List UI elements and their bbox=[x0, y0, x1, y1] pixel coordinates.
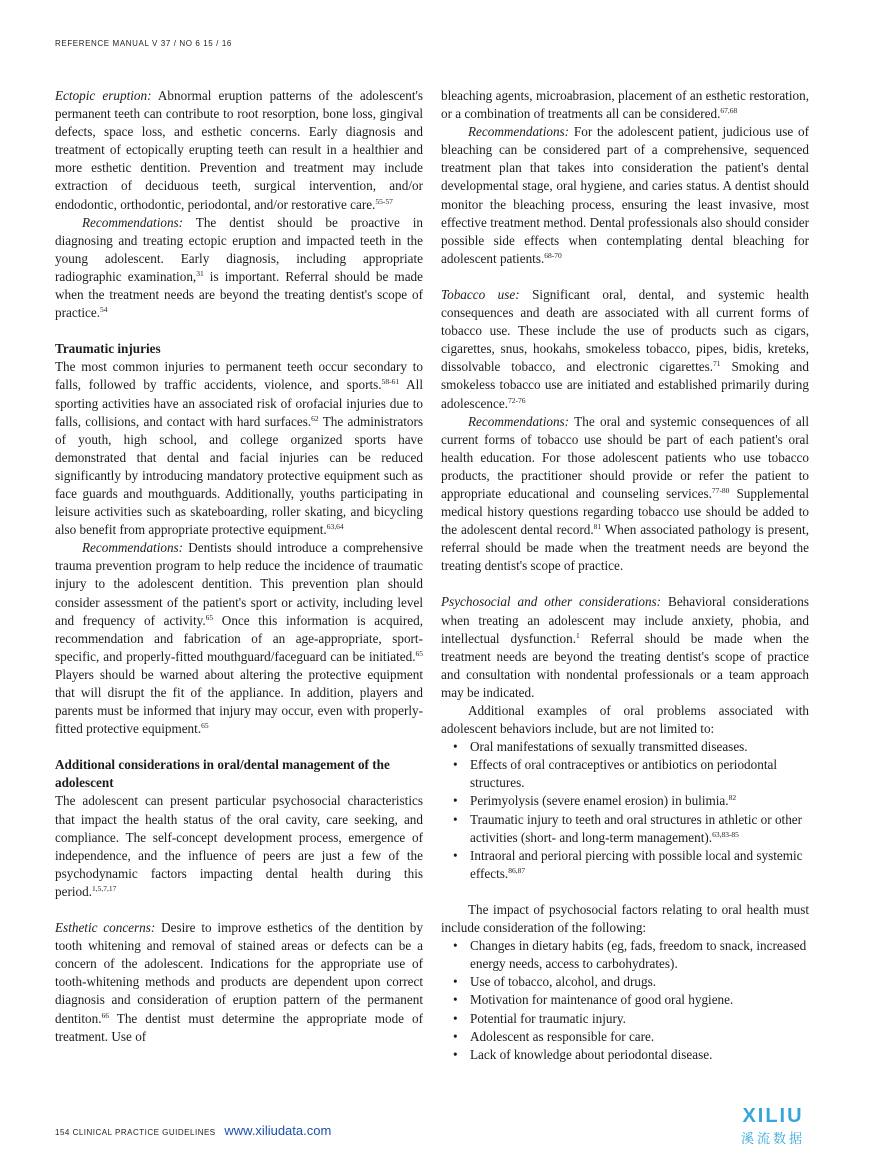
psychosocial-paragraph: Psychosocial and other considerations: Behavioral considerations when treating an adolescent may include anxiety, phobia, and intellectual dysfunction.$^1$ Referral should be made when the treatment needs are beyond the treating dentist's scope of practice and consultation with nondental professionals or a team approach may be indicated. bbox=[441, 594, 809, 700]
list-item: • Oral manifestations of sexually transmitted diseases. bbox=[441, 738, 809, 756]
bullet-icon: • bbox=[453, 757, 458, 773]
bleaching-recommendations: Recommendations: For the adolescent patient, judicious use of bleaching can be considered part of a comprehensive, sequenced treatment plan that takes into consideration the patient's dental developmental stage, oral hygiene, and caries status. A dentist should monitor the bleaching process, ensuring the least invasive, most effective treatment method. Dental professionals also should consider possible side effects when contemplating dental bleaching for adolescent patients.$^{68-70}$ bbox=[441, 124, 809, 266]
logo-text: XILIU bbox=[742, 1105, 804, 1127]
left-column bbox=[55, 87, 423, 1046]
watermark-url[interactable]: www.xiliudata.com bbox=[224, 1123, 332, 1138]
list-item: • Perimyolysis (severe enamel erosion) in bulimia.$^{82}$ bbox=[441, 792, 809, 810]
bullet-icon: • bbox=[453, 1046, 458, 1062]
additional-considerations-heading: Additional considerations in oral/dental management of the adolescent bbox=[55, 757, 390, 791]
tobacco-paragraph: Tobacco use: Significant oral, dental, and systemic health consequences and death are associated with all current forms of tobacco use. These include the use of products such as cigars, cigarettes, snus, hookahs, smokeless tobacco, pipes, bidis, kreteks, dissolvable tobacco, and electronic cigarettes.$^{71}$ Smoking and smokeless tobacco use are initiated and established primarily during adolescence.$^{72-76}$ bbox=[441, 286, 809, 411]
bullet-icon: • bbox=[453, 1010, 458, 1026]
ectopic-paragraph: Ectopic eruption: Abnormal eruption patterns of the adolescent's permanent teeth can contribute to root resorption, bone loss, gingival defects, space loss, and esthetic concerns. Early diagnosis and treatment of ectopically erupting teeth can result in a healthier and more esthetic dentition. Prevention and treatment may include extraction of deciduous teeth, surgical intervention, and/or endodontic, orthodontic, periodontal, and/or restorative care.$^{55-57}$ bbox=[55, 88, 423, 212]
bullet-icon: • bbox=[453, 811, 458, 827]
traumatic-injuries-heading: Traumatic injuries bbox=[55, 341, 161, 357]
xiliu-logo bbox=[733, 1105, 813, 1150]
ectopic-recommendations: Recommendations: The dentist should be proactive in diagnosing and treating ectopic eruption and impacted teeth in the young adolescent. Early diagnosis, including appropriate radiographic examination,$^{31}$ is important. Referral should be made when the treatment needs are beyond the treating dentist's scope of practice.$^{54}$ bbox=[55, 214, 423, 321]
right-column bbox=[441, 87, 809, 1064]
list-item: • Intraoral and perioral piercing with possible local and systemic effects.$^{86,87}$ bbox=[453, 847, 803, 881]
logo-chinese-text: 溪流数据 bbox=[740, 1132, 805, 1147]
list-item: • Potential for traumatic injury. bbox=[441, 1010, 809, 1028]
bullet-icon: • bbox=[453, 938, 458, 954]
bullet-icon: • bbox=[453, 974, 458, 990]
trauma-paragraph: The most common injuries to permanent teeth occur secondary to falls, followed by traffic accidents, violence, and sports.$^{58-61}$ All sporting activities have an associated risk of orofacial injuries due to falls, collisions, and contact with hard surfaces.$^{62}$ The administrators of youth, high school, and college organized sports have demonstrated that dental and facial injuries can be reduced significantly by introducing mandatory protective equipment such as face guards and mouthguards. Additionally, youths participating in leisure activities such as skateboarding, roller skating, and bicycling also benefit from appropriate protective equipment.$^{63,64}$ bbox=[55, 359, 423, 538]
bullet-icon: • bbox=[453, 1028, 458, 1044]
list-item: • Changes in dietary habits (eg, fads, freedom to snack, increased energy needs, access to carbohydrates). bbox=[453, 938, 807, 972]
footer-label: 154 CLINICAL PRACTICE GUIDELINES bbox=[55, 1128, 216, 1137]
impact-list bbox=[441, 937, 809, 1064]
bullet-icon: • bbox=[453, 793, 458, 809]
impact-intro: The impact of psychosocial factors relating to oral health must include consideration of the following: bbox=[441, 901, 809, 936]
esthetic-paragraph: Esthetic concerns: Desire to improve esthetics of the dentition by tooth whitening and removal of stained areas or defects can be a concern of the adolescent. Indications for the appropriate use of tooth-whitening methods and products are dependent upon correct diagnosis and consideration of eruption pattern of the permanent dentiton.$^{66}$ The dentist must determine the appropriate mode of treatment. Use of bbox=[55, 920, 423, 1044]
examples-intro: Additional examples of oral problems associated with adolescent behaviors include, but are not limited to: bbox=[441, 703, 809, 737]
tobacco-recommendations: Recommendations: The oral and systemic consequences of all current forms of tobacco use should be part of each patient's oral health education. For those adolescent patients who use tobacco products, the practitioner should provide or refer the patient to appropriate educational and counseling services.$^{77-80}$ Supplemental medical history questions regarding tobacco use should be added to the adolescent dental record.$^{81}$ When associated pathology is present, referral should be made when the treatment needs are beyond the treating dentist's scope of practice. bbox=[441, 413, 809, 574]
running-header: REFERENCE MANUAL V 37 / NO 6 15 / 16 bbox=[55, 39, 232, 48]
list-item: • Lack of knowledge about periodontal disease. bbox=[441, 1046, 809, 1064]
page-footer bbox=[55, 1123, 331, 1138]
bullet-icon: • bbox=[453, 992, 458, 1008]
bullet-icon: • bbox=[453, 739, 458, 755]
trauma-recommendations: Recommendations: Dentists should introduce a comprehensive trauma prevention program to help reduce the incidence of traumatic injury to the adolescent dentition. This prevention plan should consider assessment of the patient's sport or activity, including level and frequency of activity.$^{65}$ Once this information is acquired, recommendation and fabrication of an age-appropriate, sport-specific, and properly-fitted mouthguard/faceguard can be initiated.$^{65}$ Players should be warned about altering the protective equipment that will disrupt the fit of the appliance. In addition, players and parents must be informed that injury may occur, even with properly-fitted protective equipment.$^{65}$ bbox=[55, 540, 423, 737]
examples-list bbox=[441, 738, 809, 883]
list-item: • Adolescent as responsible for care. bbox=[441, 1028, 809, 1046]
list-item: • Use of tobacco, alcohol, and drugs. bbox=[441, 973, 809, 991]
bleaching-paragraph: bleaching agents, microabrasion, placement of an esthetic restoration, or a combination of treatments all can be considered.$^{67,68}$ bbox=[441, 88, 809, 122]
list-item: • Traumatic injury to teeth and oral structures in athletic or other activities (short- and long-term management).$^{63,83-85}$ bbox=[453, 811, 803, 845]
list-item: • Effects of oral contraceptives or antibiotics on periodontal structures. bbox=[453, 757, 777, 791]
additional-paragraph: The adolescent can present particular psychosocial characteristics that impact the health status of the oral cavity, care seeking, and compliance. The self-concept development process, emergence of independence, and the influence of peers are just a few of the psychodynamic factors impacting dental health during this period.$^{1,5,7,17}$ bbox=[55, 793, 423, 899]
list-item: • Motivation for maintenance of good oral hygiene. bbox=[441, 991, 809, 1009]
bullet-icon: • bbox=[453, 847, 458, 863]
